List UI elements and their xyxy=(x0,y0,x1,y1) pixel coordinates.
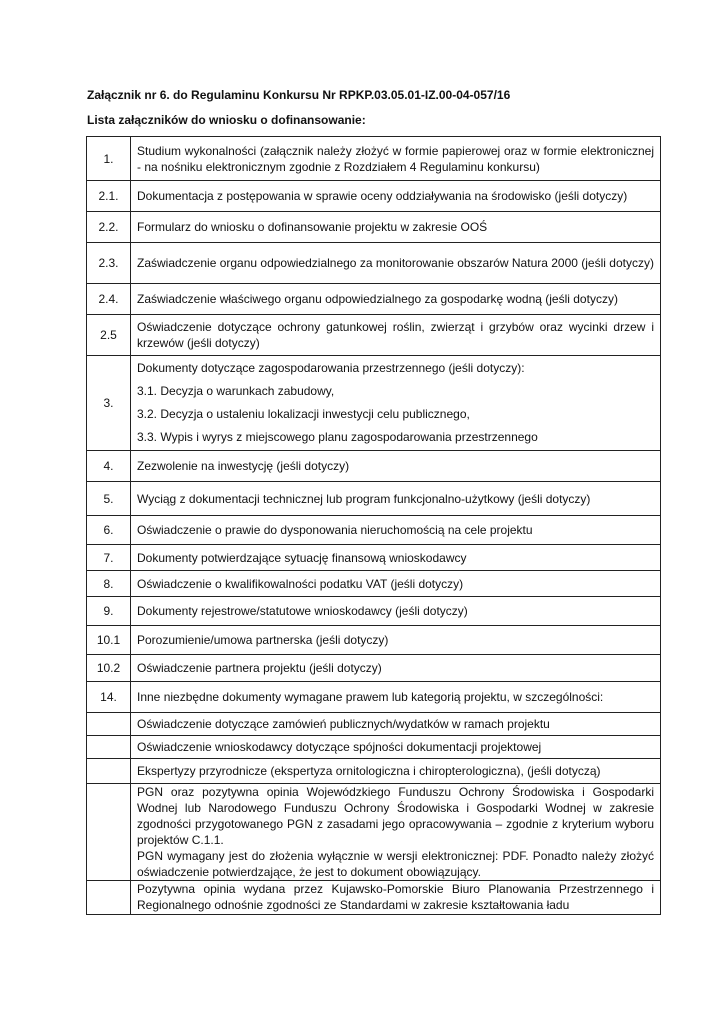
row-description-line: Oświadczenie o kwalifikowalności podatku VAT (jeśli dotyczy) xyxy=(137,576,464,591)
row-description xyxy=(131,784,661,881)
row-description xyxy=(131,356,661,451)
row-description-line: Inne niezbędne dokumenty wymagane prawem lub kategorią projektu, w szczególności: xyxy=(137,690,604,704)
row-number: 2.4. xyxy=(87,284,131,315)
row-description-line: Oświadczenie dotyczące zamówień publicznych/wydatków w ramach projektu xyxy=(137,717,550,731)
row-description-line: PGN oraz pozytywna opinia Wojewódzkiego Funduszu Ochrony Środowiska i Gospodarki Wodnej lub Narodowego Funduszu Ochrony Środowiska i Gospodarki Wodnej w zakresie zgodności przygotowanego PGN z zasadami jego opracowywania – zgodnie z kryterium wyboru projektów C.1.1. xyxy=(137,785,654,847)
row-description-line: Studium wykonalności (załącznik należy złożyć w formie papierowej oraz w formie elektronicznej - na nośniku elektronicznym zgodnie z Rozdziałem 4 Regulaminu konkursu) xyxy=(137,143,654,174)
row-description-line: Oświadczenie dotyczące ochrony gatunkowej roślin, zwierząt i grzybów oraz wycinki drzew i krzewów (jeśli dotyczy) xyxy=(137,320,654,350)
row-number: 2.3. xyxy=(87,243,131,284)
table-row xyxy=(87,571,661,597)
row-number: 10.1 xyxy=(87,626,131,655)
row-number: 2.5 xyxy=(87,315,131,356)
table-row xyxy=(87,682,661,713)
row-description-line: Dokumenty rejestrowe/statutowe wnioskodawcy (jeśli dotyczy) xyxy=(137,604,468,618)
table-row xyxy=(87,356,661,451)
row-description xyxy=(131,655,661,682)
row-description-line: Oświadczenie partnera projektu (jeśli dotyczy) xyxy=(137,661,382,675)
row-description-line: Zezwolenie na inwestycję (jeśli dotyczy) xyxy=(137,459,350,473)
table-row xyxy=(87,736,661,759)
row-number: 2.2. xyxy=(87,212,131,243)
table-row xyxy=(87,597,661,626)
row-description xyxy=(131,181,661,212)
row-description xyxy=(131,571,661,597)
row-description xyxy=(131,451,661,482)
table-row xyxy=(87,482,661,516)
table-row xyxy=(87,315,661,356)
row-description-line: 3.2. Decyzja o ustaleniu lokalizacji inwestycji celu publicznego, xyxy=(137,407,470,421)
row-description-line: Pozytywna opinia wydana przez Kujawsko-Pomorskie Biuro Planowania Przestrzennego i Regionalnego odnośnie zgodności ze Standardami w zakresie kształtowania ładu xyxy=(137,882,654,912)
row-number: 5. xyxy=(87,482,131,516)
row-description xyxy=(131,482,661,516)
row-description-line: Dokumenty dotyczące zagospodarowania przestrzennego (jeśli dotyczy): xyxy=(137,361,525,375)
row-description xyxy=(131,284,661,315)
row-number: 14. xyxy=(87,682,131,713)
table-row xyxy=(87,137,661,181)
attachments-list-heading: Lista załączników do wniosku o dofinansowanie: xyxy=(87,113,366,127)
row-description xyxy=(131,315,661,356)
row-description xyxy=(131,736,661,759)
row-description-line: Formularz do wniosku o dofinansowanie projektu w zakresie OOŚ xyxy=(137,220,488,234)
row-description-line: 3.1. Decyzja o warunkach zabudowy, xyxy=(137,384,335,398)
row-number: 10.2 xyxy=(87,655,131,682)
row-description xyxy=(131,881,661,915)
attachments-table-body xyxy=(87,137,661,915)
row-number: 1. xyxy=(87,137,131,181)
table-row xyxy=(87,759,661,784)
row-number: 3. xyxy=(87,356,131,451)
row-description-line: Wyciąg z dokumentacji technicznej lub program funkcjonalno-użytkowy (jeśli dotyczy) xyxy=(137,491,591,506)
table-row xyxy=(87,784,661,881)
row-description xyxy=(131,682,661,713)
row-description-line: Dokumentacja z postępowania w sprawie oceny oddziaływania na środowisko (jeśli dotyczy) xyxy=(137,189,628,203)
table-row xyxy=(87,713,661,736)
document-title: Załącznik nr 6. do Regulaminu Konkursu Nr RPKP.03.05.01-IZ.00-04-057/16 xyxy=(87,88,511,102)
table-row xyxy=(87,545,661,571)
row-description-line: 3.3. Wypis i wyrys z miejscowego planu zagospodarowania przestrzennego xyxy=(137,430,538,444)
row-description xyxy=(131,759,661,784)
row-number: 7. xyxy=(87,545,131,571)
row-description-line: Zaświadczenie organu odpowiedzialnego za monitorowanie obszarów Natura 2000 (jeśli dotyczy) xyxy=(137,256,654,270)
row-number xyxy=(87,784,131,881)
table-row xyxy=(87,626,661,655)
row-description xyxy=(131,597,661,626)
row-description xyxy=(131,516,661,545)
attachments-table xyxy=(86,136,661,915)
table-row xyxy=(87,243,661,284)
table-row xyxy=(87,181,661,212)
row-number: 8. xyxy=(87,571,131,597)
table-row xyxy=(87,655,661,682)
row-description xyxy=(131,243,661,284)
row-description-line: Oświadczenie wnioskodawcy dotyczące spójności dokumentacji projektowej xyxy=(137,740,542,754)
table-row xyxy=(87,516,661,545)
row-description xyxy=(131,545,661,571)
row-description-line: Ekspertyzy przyrodnicze (ekspertyza ornitologiczna i chiropterologiczna), (jeśli dotyczą) xyxy=(137,764,601,778)
row-description-line: PGN wymagany jest do złożenia wyłącznie w wersji elektronicznej: PDF. Ponadto należy złożyć oświadczenie potwierdzające, że jest to dokument obowiązujący. xyxy=(137,849,654,879)
table-row xyxy=(87,881,661,915)
table-row xyxy=(87,212,661,243)
row-number xyxy=(87,759,131,784)
row-number xyxy=(87,736,131,759)
row-number: 4. xyxy=(87,451,131,482)
row-description-line: Dokumenty potwierdzające sytuację finansową wnioskodawcy xyxy=(137,550,467,565)
row-description xyxy=(131,713,661,736)
row-number: 2.1. xyxy=(87,181,131,212)
row-description xyxy=(131,212,661,243)
row-description-line: Zaświadczenie właściwego organu odpowiedzialnego za gospodarkę wodną (jeśli dotyczy) xyxy=(137,292,618,306)
table-row xyxy=(87,284,661,315)
table-row xyxy=(87,451,661,482)
row-description-line: Oświadczenie o prawie do dysponowania nieruchomością na cele projektu xyxy=(137,523,533,537)
row-number: 9. xyxy=(87,597,131,626)
row-description xyxy=(131,137,661,181)
row-number xyxy=(87,713,131,736)
row-number xyxy=(87,881,131,915)
row-description xyxy=(131,626,661,655)
row-number: 6. xyxy=(87,516,131,545)
row-description-line: Porozumienie/umowa partnerska (jeśli dotyczy) xyxy=(137,633,389,647)
